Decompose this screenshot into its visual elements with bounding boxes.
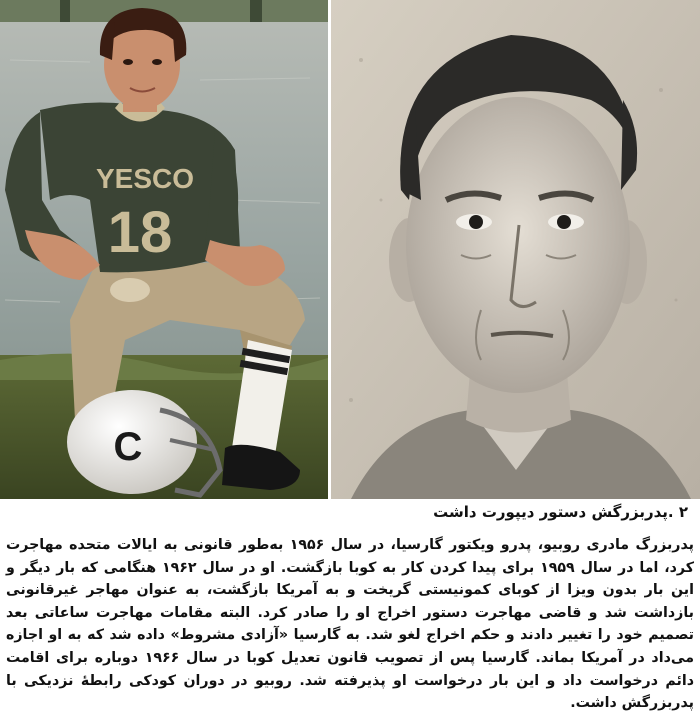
- section-caption: ۲ .پدربزرگش دستور دیپورت داشت: [433, 503, 688, 521]
- article-paragraph: پدربزرگ مادری روبیو، پدرو ویکتور گارسیا، در سال ۱۹۵۶ به‌طور قانونی به ایالات متحده مهاجرت کرد، اما در سال ۱۹۵۹ برای پیدا کردن کار به کوبا بازگشت. او در سال ۱۹۶۲ هنگامی که بار دیگر و این بار بدون ویزا از کوبای کمونیستی گریخت و به آمریکا بازگشت، به عنوان مهاجر غیرقانونی بازداشت شد و قاضی مهاجرت دستور اخراج او را صادر کرد. البته مقامات مهاجرت ساعاتی بعد تصمیم خود را تغییر دادند و حکم اخراج لغو شد. به گارسیا «آزادی مشروط» داده شد که به او اجازه می‌داد در آمریکا بماند. گارسیا پس از تصویب قانون تعدیل کوبا در سال ۱۹۶۶ دوباره برای اقامت دائم درخواست داد و این بار درخواست او پذیرفته شد. روبیو در دوران کودکی رابطهٔ نزدیکی با پدربزرگش داشت.: [6, 537, 694, 712]
- photo-boy-football-uniform: [0, 0, 328, 499]
- helmet-letter: C: [113, 425, 143, 469]
- jersey-text: YESCO: [95, 163, 195, 194]
- photo-grandfather-portrait: [331, 0, 700, 499]
- grandfather-photo-illustration: [331, 0, 700, 499]
- boy-photo-illustration: [0, 0, 328, 499]
- jersey-number: 18: [107, 200, 173, 265]
